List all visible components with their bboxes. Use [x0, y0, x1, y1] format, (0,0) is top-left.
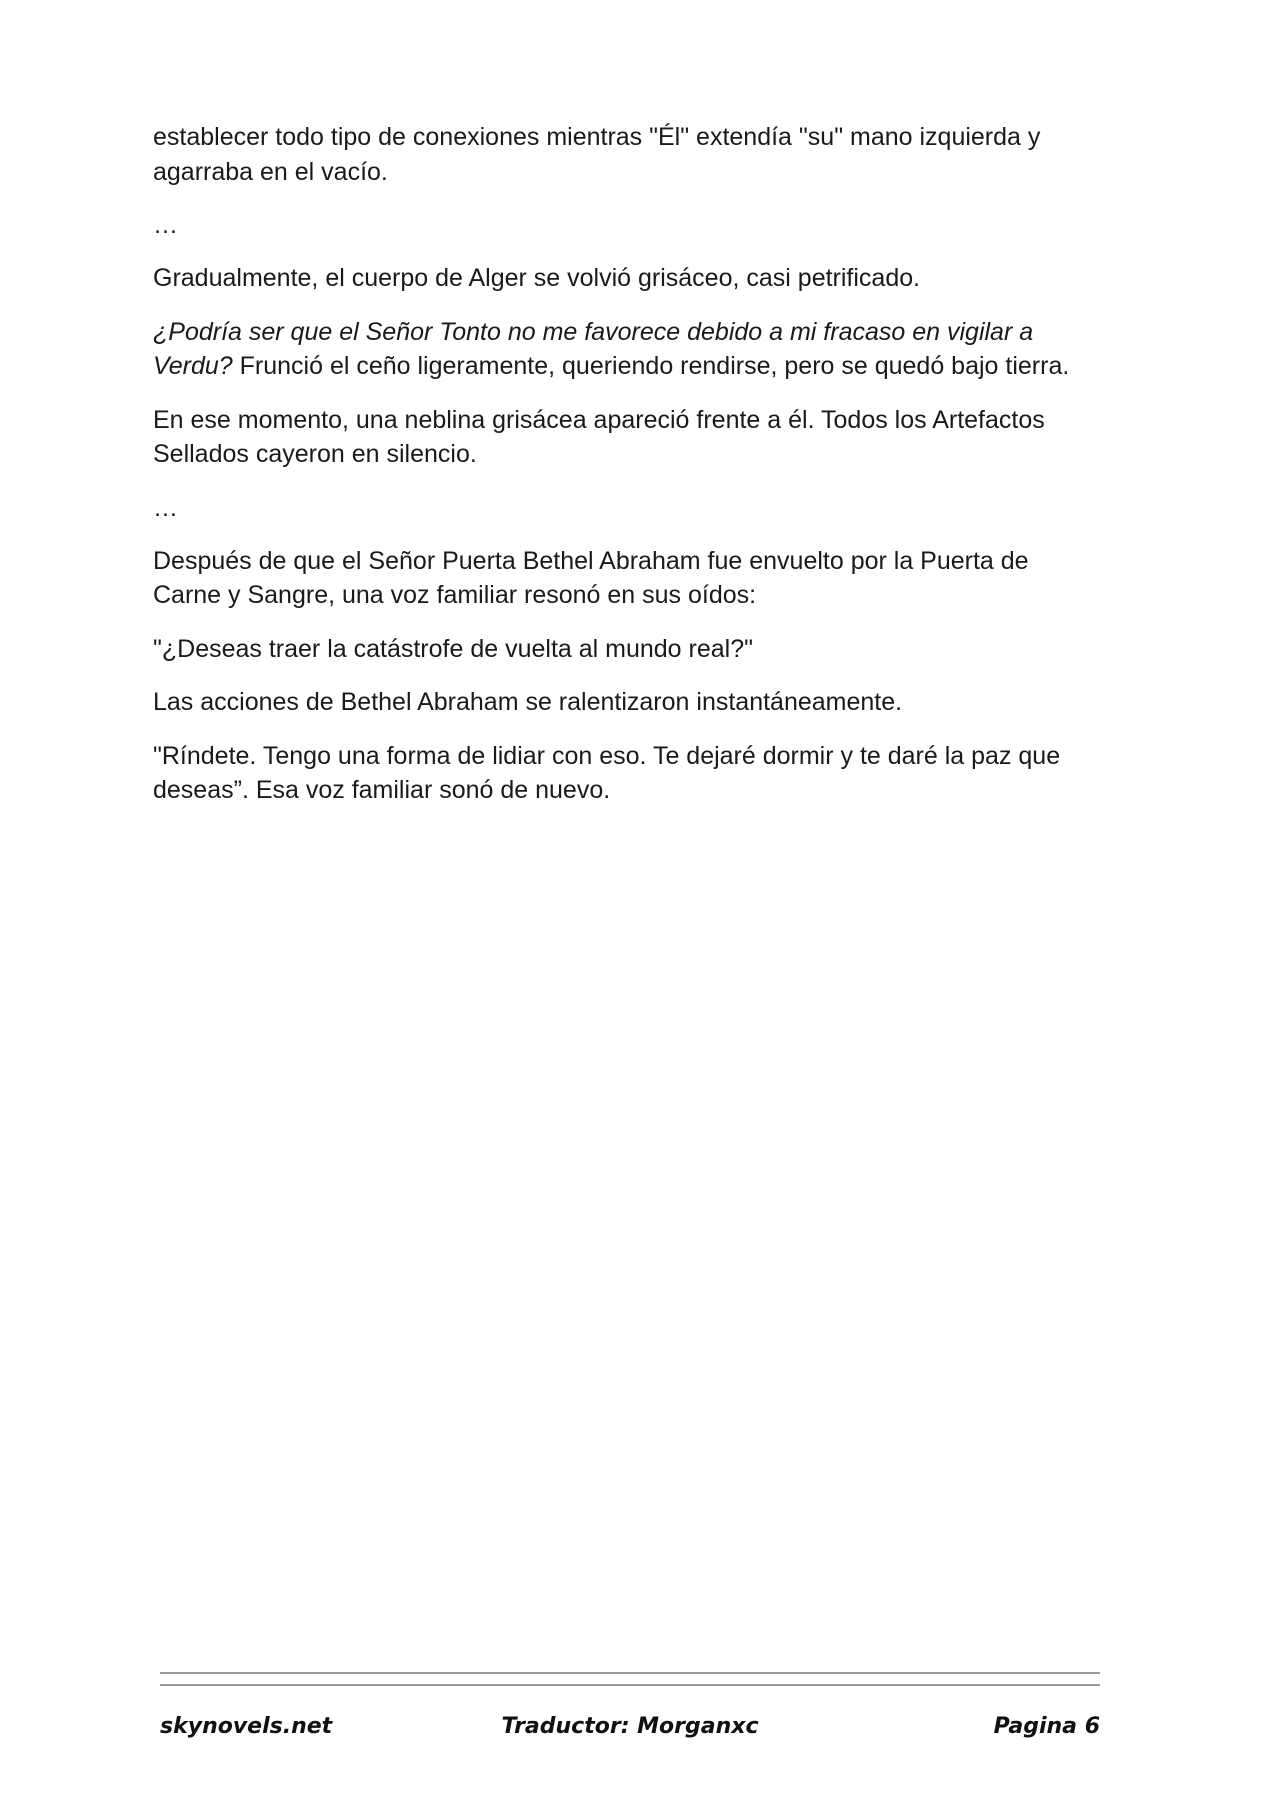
footer-divider	[160, 1672, 1100, 1686]
paragraph-4: En ese momento, una neblina grisácea apareció frente a él. Todos los Artefactos Sellados cayeron en silencio.	[153, 405, 1045, 468]
paragraph-1: establecer todo tipo de conexiones mientras "Él" extendía "su" mano izquierda y agarraba en el vacío.	[153, 123, 1041, 186]
section-break-2: …	[153, 493, 178, 522]
paragraph-7: Las acciones de Bethel Abraham se ralentizaron instantáneamente.	[153, 688, 903, 716]
footer-translator: Traductor: Morganxc	[501, 1714, 759, 1739]
paragraph-8: "Ríndete. Tengo una forma de lidiar con eso. Te dejaré dormir y te daré la paz que deseas”. Esa voz familiar sonó de nuevo.	[153, 741, 1061, 804]
paragraph-6: "¿Deseas traer la catástrofe de vuelta al mundo real?"	[153, 634, 753, 663]
page-footer	[160, 1714, 1100, 1750]
paragraph-3-text: Frunció el ceño ligeramente, queriendo rendirse, pero se quedó bajo tierra.	[232, 352, 1070, 380]
footer-page-number: Pagina 6	[993, 1714, 1100, 1739]
document-body	[153, 120, 1103, 827]
footer-site: skynovels.net	[160, 1714, 333, 1739]
section-break-1: …	[153, 211, 178, 239]
paragraph-5: Después de que el Señor Puerta Bethel Abraham fue envuelto por la Puerta de Carne y Sangre, una voz familiar resonó en sus oídos:	[153, 546, 1029, 609]
paragraph-2: Gradualmente, el cuerpo de Alger se volvió grisáceo, casi petrificado.	[153, 264, 921, 292]
footer-rule-bottom	[160, 1684, 1100, 1686]
paragraph-3	[153, 315, 1103, 384]
italic-thought: ¿Podría ser que el Señor Tonto no me favorece debido a mi fracaso en vigilar a Verdu?	[153, 317, 1034, 380]
footer-rule-top	[160, 1672, 1100, 1674]
